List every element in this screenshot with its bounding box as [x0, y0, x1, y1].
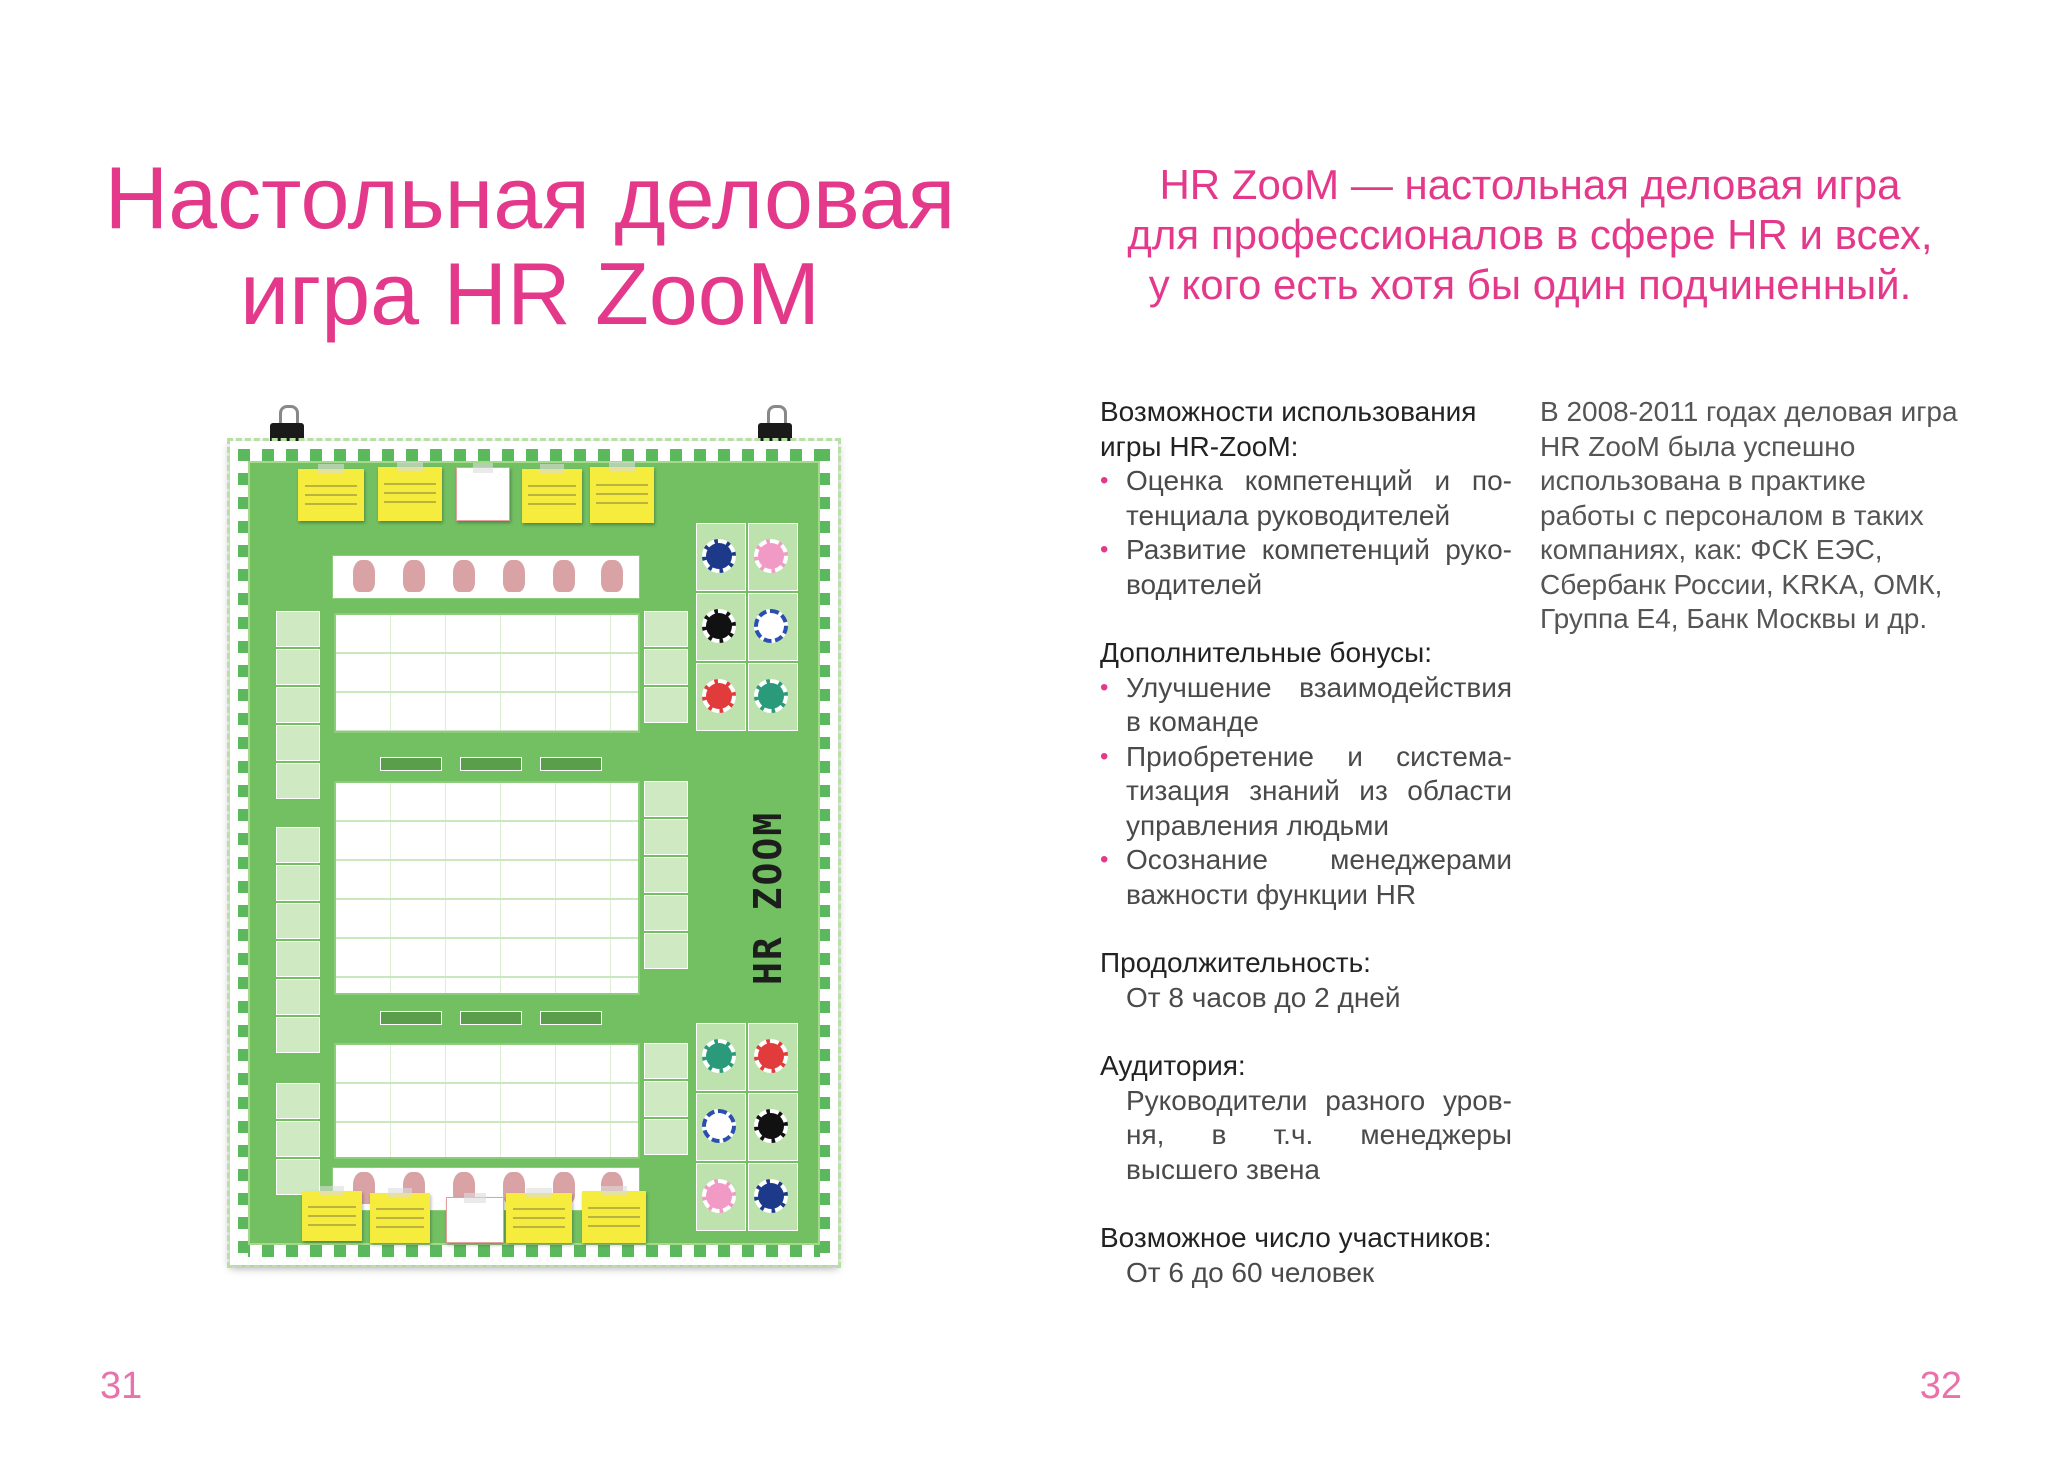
sticky-note: [582, 1191, 646, 1243]
page-title: [90, 150, 970, 342]
diagram-card: [456, 467, 510, 521]
sticky-note: [298, 469, 364, 521]
sticky-note: [522, 469, 582, 523]
section-text: От 8 часов до 2 дней: [1126, 981, 1401, 1013]
poker-chip: [754, 679, 788, 713]
section-heading: Возможности использования игры HR-ZooM:: [1100, 396, 1477, 462]
bullet-item: • Оценка компетенций и по-тенциала руководителей: [1100, 464, 1512, 533]
info-column: [1100, 395, 1512, 1324]
lead-line-1: HR ZooM — настольная деловая игра: [1159, 161, 1901, 208]
section-bonuses: [1100, 636, 1512, 912]
sticky-note: [302, 1191, 362, 1241]
bullet-item: • Развитие компетенций руко-водителей: [1100, 533, 1512, 602]
poker-chip: [702, 539, 736, 573]
board-tab: [380, 1011, 442, 1025]
title-line-1: Настольная деловая: [104, 148, 956, 247]
section-text: Руководители разного уров-ня, в т.ч. менеджеры высшего звена: [1126, 1084, 1512, 1185]
history-text: В 2008-2011 годах деловая игра HR ZooM была успешно использована в практике работы с персоналом в таких компаниях, как: ФСК ЕЭС, Сбербанк России, KRKA, ОМК, Группа Е4, Банк Москвы и др.: [1540, 396, 1958, 634]
section-duration: [1100, 946, 1512, 1015]
bullet-item: • Приобретение и система-тизация знаний из области управления людьми: [1100, 740, 1512, 844]
poker-chip: [754, 1179, 788, 1213]
board-tab: [540, 757, 602, 771]
poker-chip: [754, 1039, 788, 1073]
section-text: От 6 до 60 человек: [1126, 1256, 1375, 1288]
poker-chip: [702, 679, 736, 713]
figure-strip-top: [332, 555, 640, 599]
page-number-right: 32: [1919, 1365, 1962, 1407]
score-grid-bottom: [334, 1043, 640, 1159]
page-number-left: 31: [100, 1365, 143, 1407]
board-tab: [540, 1011, 602, 1025]
score-grid-top: [334, 613, 640, 733]
board-tab: [460, 1011, 522, 1025]
section-audience: [1100, 1049, 1512, 1187]
sticky-note: [370, 1193, 430, 1243]
section-heading: Аудитория:: [1100, 1050, 1246, 1081]
bullet-item: • Осознание менеджерами важности функции HR: [1100, 843, 1512, 912]
game-board-photo: [230, 405, 830, 1253]
poker-chip: [702, 609, 736, 643]
diagram-card: [446, 1197, 504, 1243]
board-tab: [460, 757, 522, 771]
section-heading: Возможное число участников:: [1100, 1222, 1492, 1253]
poker-chip: [754, 539, 788, 573]
section-participants: [1100, 1221, 1512, 1290]
board-brand: HR ZOOM: [746, 810, 790, 986]
bullet-item: • Улучшение взаимодействия в команде: [1100, 671, 1512, 740]
board-tab: [380, 757, 442, 771]
game-board: [230, 441, 838, 1265]
lead-line-3: у кого есть хотя бы один подчиненный.: [1148, 261, 1912, 308]
poker-chip: [702, 1109, 736, 1143]
sticky-note: [378, 467, 442, 521]
poker-chip: [702, 1039, 736, 1073]
poker-chip: [702, 1179, 736, 1213]
title-line-2: игра HR ZooM: [239, 244, 821, 343]
lead-text: [1110, 160, 1950, 310]
sticky-note: [590, 467, 654, 523]
section-usage: [1100, 395, 1512, 602]
history-column: [1540, 395, 1960, 637]
score-grid-middle: [334, 781, 640, 995]
section-heading: Продолжительность:: [1100, 947, 1371, 978]
sticky-note: [506, 1193, 572, 1243]
poker-chip: [754, 609, 788, 643]
poker-chip: [754, 1109, 788, 1143]
section-heading: Дополнительные бонусы:: [1100, 637, 1433, 668]
lead-line-2: для профессионалов в сфере HR и всех,: [1127, 211, 1933, 258]
